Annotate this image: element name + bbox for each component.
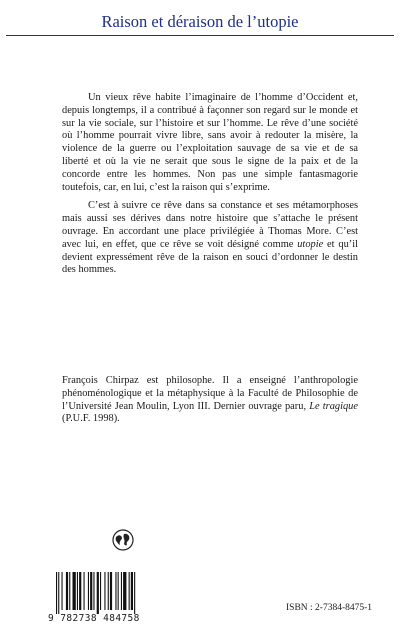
barcode-bar — [56, 572, 57, 614]
barcode-bar — [97, 572, 99, 614]
barcode-bar — [77, 572, 78, 610]
barcode-bar — [129, 572, 130, 610]
barcode-bar — [100, 572, 101, 610]
barcode-bar — [104, 572, 105, 610]
barcode-bar — [90, 572, 92, 610]
barcode-bar — [131, 572, 133, 610]
barcode-bar — [84, 572, 85, 610]
barcode — [48, 572, 163, 624]
barcode-bar — [110, 572, 112, 610]
barcode-digits: 9 782738 484758 — [48, 613, 140, 624]
barcode-bar — [73, 572, 76, 610]
barcode-bar — [115, 572, 116, 610]
barcode-bars — [56, 572, 162, 614]
book-reference: Le tragique — [309, 400, 358, 412]
book-title: Raison et déraison de l’utopie — [101, 12, 299, 31]
barcode-bar — [69, 572, 70, 610]
globe-logo-icon — [112, 529, 134, 551]
barcode-bar — [79, 572, 81, 610]
barcode-bar — [62, 572, 63, 610]
barcode-bar — [66, 572, 68, 610]
barcode-bar — [88, 572, 89, 610]
barcode-bar — [118, 572, 119, 610]
italic-word: utopie — [297, 238, 324, 250]
barcode-bar — [123, 572, 126, 610]
barcode-bar — [134, 572, 135, 614]
barcode-bar — [58, 572, 59, 614]
blurb-paragraph-1: Un vieux rêve habite l’imaginaire de l’homme d’Occident et, depuis longtemps, il a contribué à façonner son regard sur le monde et sur la vie sociale, sur l’histoire et sur l’homme. Le rêve d’une société où l’homme pourrait vivre libre, sans avoir à redouter la misère, la violence de la guerre ou l’exploitation sauvage de sa vie et de sa liberté et où la vie ne serait que sous le signe de la paix et de la concorde entre les hommes. Non pas une simple fantasmagorie toutefois, car, en lui, c’est la raison qui s’exprime. — [62, 92, 358, 193]
author-bio: François Chirpaz est philosophe. Il a enseigné l’anthropologie phénoménologique et la métaphysique à la Faculté de Philosophie de l’Université Jean Moulin, Lyon III. Dernier ouvrage paru, Le tragique (P.U.F. 1998). — [62, 375, 358, 425]
barcode-bar — [121, 572, 122, 610]
blurb-paragraph-2: C’est à suivre ce rêve dans sa constance et ses métamorphoses mais aussi ses dérives dans notre histoire que s’attache le présent ouvrage. En accordant une place privilégiée à Thomas More. C’est avec lui, en effet, que ce rêve se voit désigné comme utopie et qu’il devient expressément rêve de la raison en souci d’ordonner le destin des hommes. — [62, 200, 359, 276]
barcode-bar — [108, 572, 109, 610]
blurb — [62, 92, 358, 277]
isbn: ISBN : 2-7384-8475-1 — [286, 603, 373, 613]
barcode-bar — [93, 572, 94, 610]
title-bar — [6, 12, 394, 36]
